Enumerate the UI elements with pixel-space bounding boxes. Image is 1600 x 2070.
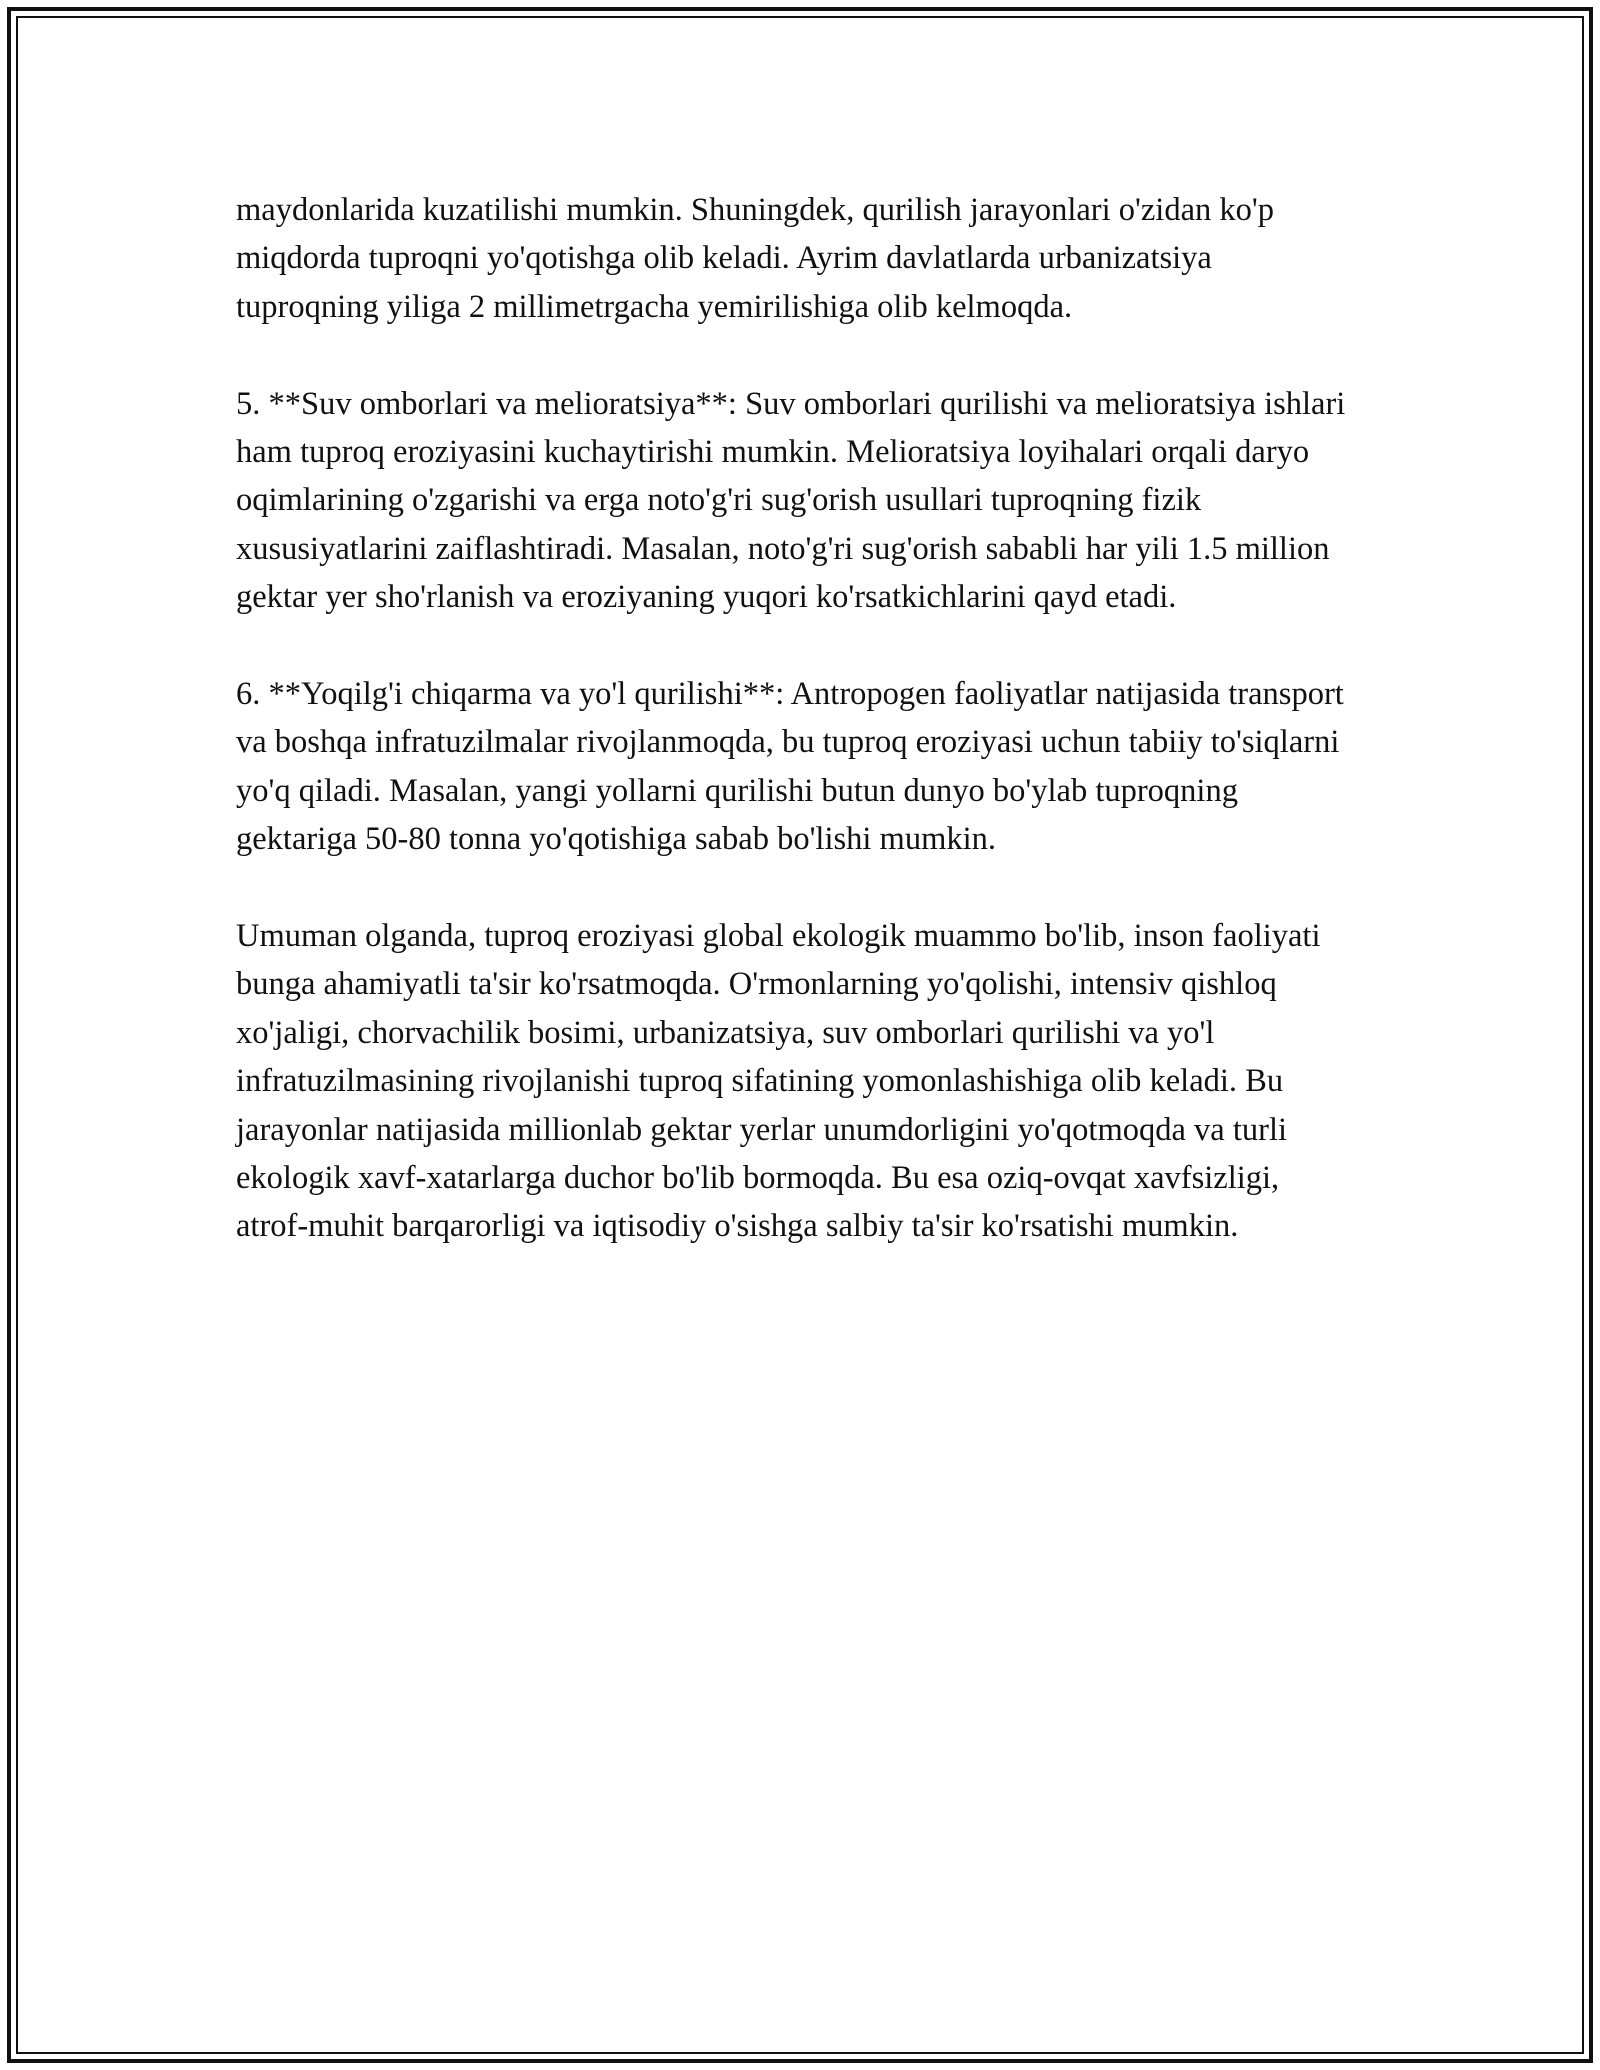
document-body — [236, 186, 1356, 1299]
paragraph-urbanization-continued: maydonlarida kuzatilishi mumkin. Shuningdek, qurilish jarayonlari o'zidan ko'p miqdorda tuproqni yo'qotishga olib keladi. Ayrim davlatlarda urbanizatsiya tuproqning yiliga 2 millimetrgacha yemirilishiga olib kelmoqda. — [236, 192, 1274, 325]
paragraph-reservoirs-melioration: 5. **Suv omborlari va melioratsiya**: Suv omborlari qurilishi va melioratsiya ishlari ham tuproq eroziyasini kuchaytirishi mumkin. Melioratsiya loyihalari orqali daryo oqimlarining o'zgarishi va erga noto'g'ri sug'orish usullari tuproqning fizik xususiyatlarini zaiflashtiradi. Masalan, noto'g'ri sug'orish sababli har yili 1.5 million gektar yer sho'rlanish va eroziyaning yuqori ko'rsatkichlarini qayd etadi. — [236, 385, 1346, 616]
paragraph-conclusion: Umuman olganda, tuproq eroziyasi global ekologik muammo bo'lib, inson faoliyati bunga ahamiyatli ta'sir ko'rsatmoqda. O'rmonlarning yo'qolishi, intensiv qishloq xo'jaligi, chorvachilik bosimi, urbanizatsiya, suv omborlari qurilishi va yo'l infratuzilmasining rivojlanishi tuproq sifatining yomonlashishiga olib keladi. Bu jarayonlar natijasida millionlab gektar yerlar unumdorligini yo'qotmoqda va turli ekologik xavf-xatarlarga duchor bo'lib bormoqda. Bu esa oziq-ovqat xavfsizligi, atrof-muhit barqarorligi va iqtisodiy o'sishga salbiy ta'sir ko'rsatishi mumkin. — [236, 918, 1321, 1245]
paragraph-roads-construction: 6. **Yoqilg'i chiqarma va yo'l qurilishi**: Antropogen faoliyatlar natijasida transport va boshqa infratuzilmalar rivojlanmoqda, bu tuproq eroziyasi uchun tabiiy to'siqlarni yo'q qiladi. Masalan, yangi yollarni qurilishi butun dunyo bo'ylab tuproqning gektariga 50-80 tonna yo'qotishiga sabab bo'lishi mumkin. — [236, 676, 1344, 858]
